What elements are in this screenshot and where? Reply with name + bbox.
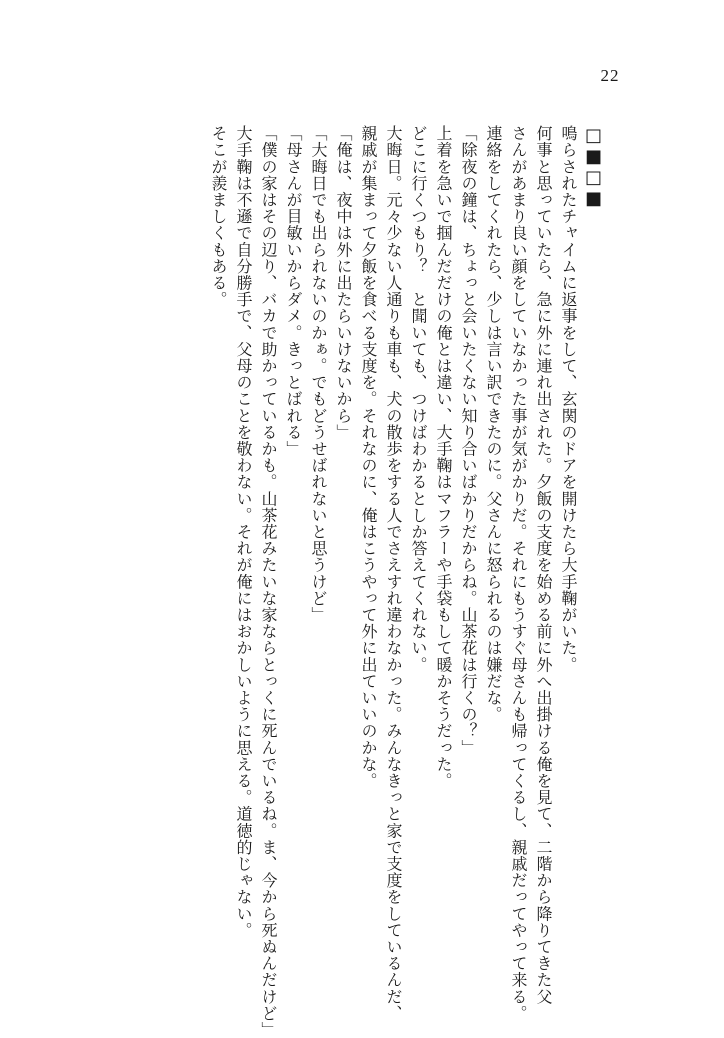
text-line: 上着を急いで掴んだだけの俺とは違い、大手鞠はマフラーや手袋もして暖かそうだった。 — [434, 125, 453, 789]
text-line: 何事と思っていたら、急に外に連れ出された。夕飯の支度を始める前に外へ出掛ける俺を見て、二階から降りてきた父 — [534, 125, 553, 1005]
text-line: 「俺は、夜中は外に出たらいけないから」 — [334, 125, 353, 441]
text-line: 「大晦日でも出られないのかぁ。でもどうせばれないと思うけど」 — [309, 125, 328, 623]
text-line: どこに行くつもり？ と聞いても、つけばわかるとしか答えてくれない。 — [409, 125, 428, 673]
text-line: 鳴らされたチャイムに返事をして、玄関のドアを開けたら大手鞠がいた。 — [559, 125, 578, 673]
text-line: 「僕の家はその辺り、バカで助かっているかも。山茶花みたいな家ならとっくに死んでいるね。ま、今から死ぬんだけど」 — [259, 125, 278, 1038]
text-line: さんがあまり良い顔をしていなかった事が気がかりだ。それにもうすぐ母さんも帰ってくるし、親戚だってやって来る。 — [509, 125, 528, 1022]
text-line: 「除夜の鐘は、ちょっと会いたくない知り合いばかりだからね。山茶花は行くの？」 — [459, 125, 478, 756]
text-line: 大手鞠は不遜で自分勝手で、父母のことを敬わない。それが俺にはおかしいように思える。道徳的じゃない。 — [234, 125, 253, 939]
vertical-text-body — [206, 125, 606, 1038]
text-line: 大晦日。元々少ない人通りも車も、犬の散歩をする人でさえすれ違わなかった。みんなきっと家で支度をしているんだ、 — [384, 125, 403, 1022]
text-line: そこが羨ましくもある。 — [209, 125, 228, 308]
page-number: 22 — [600, 66, 620, 85]
text-line: 親戚が集まって夕飯を食べる支度を。それなのに、俺はこうやって外に出ていいのかな。 — [359, 125, 378, 789]
section-marks: □■□■ — [583, 125, 604, 209]
text-line: 連絡をしてくれたら、少しは言い訳できたのに。父さんに怒られるのは嫌だな。 — [484, 125, 503, 723]
text-line: 「母さんが目敏いからダメ。きっとばれる」 — [284, 125, 303, 457]
